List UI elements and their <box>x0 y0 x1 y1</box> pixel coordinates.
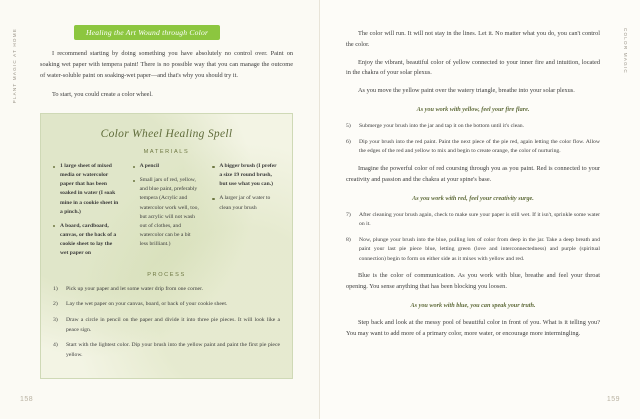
process-step: Dip your brush into the red paint. Paint the next piece of the pie red, again letting the color flow. Allow the edges of the red and yellow to mix and begin to create orange, the color of nurturing. <box>359 138 600 155</box>
right-paragraph-3: As you move the yellow paint over the watery triangle, breathe into your solar plexus. <box>358 87 575 95</box>
process-step: Submerge your brush into the jar and tap it on the bottom until it's clean. <box>359 123 525 130</box>
steps-list-continued <box>346 122 600 157</box>
materials-column-3 <box>212 162 280 262</box>
right-final-paragraph: Step back and look at the messy pool of beautiful color in front of you. What is it telling you? You may want to add more of a primary color, more water, or encourage more intermingling. <box>346 319 600 337</box>
steps-list-continued-2 <box>346 211 600 265</box>
callout-yellow: As you work with yellow, feel your fire flare. <box>416 106 530 114</box>
process-step: Draw a circle in pencil on the paper and divide it into three pie pieces. It will look like a peace sign. <box>66 316 280 333</box>
right-paragraph-1: The color will run. It will not stay in the lines. Let it. No matter what you do, you can't control the color. <box>346 30 600 48</box>
material-item: Small jars of red, yellow, and blue paint, preferably tempera (Acrylic and watercolor work well, too, but acrylic will not wash out of clothes, and watercolor can be a bit less brilliant.) <box>133 176 201 248</box>
materials-column-1 <box>53 162 121 262</box>
material-item: 1 large sheet of mixed media or watercolor paper that has been soaked in water (I soak mine in a cookie sheet in a pinch.) <box>53 162 121 216</box>
process-steps-list <box>53 285 280 360</box>
material-item: A board, cardboard, canvas, or the back of a cookie sheet to lay the wet paper on <box>53 222 121 258</box>
right-mid-paragraph: Imagine the powerful color of red coursing through you as you paint. Red is connected to your creativity and passion and the chakra at your spine's base. <box>346 164 600 183</box>
page-number-right: 159 <box>606 396 620 403</box>
right-closing-paragraph: Blue is the color of communication. As you work with blue, breathe and feel your throat opening. You sense anything that has been blocking you loosen. <box>346 272 600 291</box>
left-paragraph-1: I recommend starting by doing something you have absolutely no control over. Paint on soaking wet paper with tempera paint! There is no possible way that you can manage the outcome of water-soluble paint on soaking-wet paper—and that's why you should try it. <box>40 50 293 79</box>
right-paragraph-2: Enjoy the vibrant, beautiful color of yellow connected to your inner fire and intuition, located in the chakra of your solar plexus. <box>346 58 600 77</box>
page-number-left: 158 <box>20 396 34 403</box>
material-item: A larger jar of water to clean your brush <box>212 194 280 212</box>
process-step: Lay the wet paper on your canvas, board, or back of your cookie sheet. <box>66 301 228 308</box>
spell-title: Color Wheel Healing Spell <box>100 128 233 141</box>
materials-columns <box>53 162 280 262</box>
callout-blue: As you work with blue, you can speak your truth. <box>410 302 536 310</box>
materials-column-2 <box>133 162 201 262</box>
right-page <box>320 0 640 419</box>
callout-red: As you work with red, feel your creativity surge. <box>412 194 534 202</box>
process-step: After cleaning your brush again, check to make sure your paper is still wet. If it isn't, sprinkle some water on it. <box>359 211 600 228</box>
left-paragraph-2: To start, you could create a color wheel. <box>52 91 153 99</box>
running-head-right: COLOR MAGIC <box>623 28 628 74</box>
process-label: PROCESS <box>147 271 186 278</box>
material-item: A pencil <box>133 162 201 171</box>
materials-label: MATERIALS <box>143 149 190 156</box>
chapter-banner: Healing the Art Wound through Color <box>74 25 220 40</box>
color-wheel-healing-spell-box <box>40 113 293 379</box>
process-step: Now, plunge your brush into the blue, pulling lots of color from deep in the jar. Take a deep breath and paint your last pie piece blue, letting green (love and interconnectedness) and purple (spiritual connection) begin to form on either side as it mixes with yellow and red. <box>359 236 600 262</box>
material-item: A bigger brush (I prefer a size 19 round brush, but use what you can.) <box>212 162 280 189</box>
running-head-left: PLANT MAGIC AT HOME <box>12 28 17 104</box>
process-step: Start with the lightest color. Dip your brush into the yellow paint and paint the first pie piece yellow. <box>66 342 280 358</box>
process-step: Pick up your paper and let some water drip from one corner. <box>66 285 204 292</box>
